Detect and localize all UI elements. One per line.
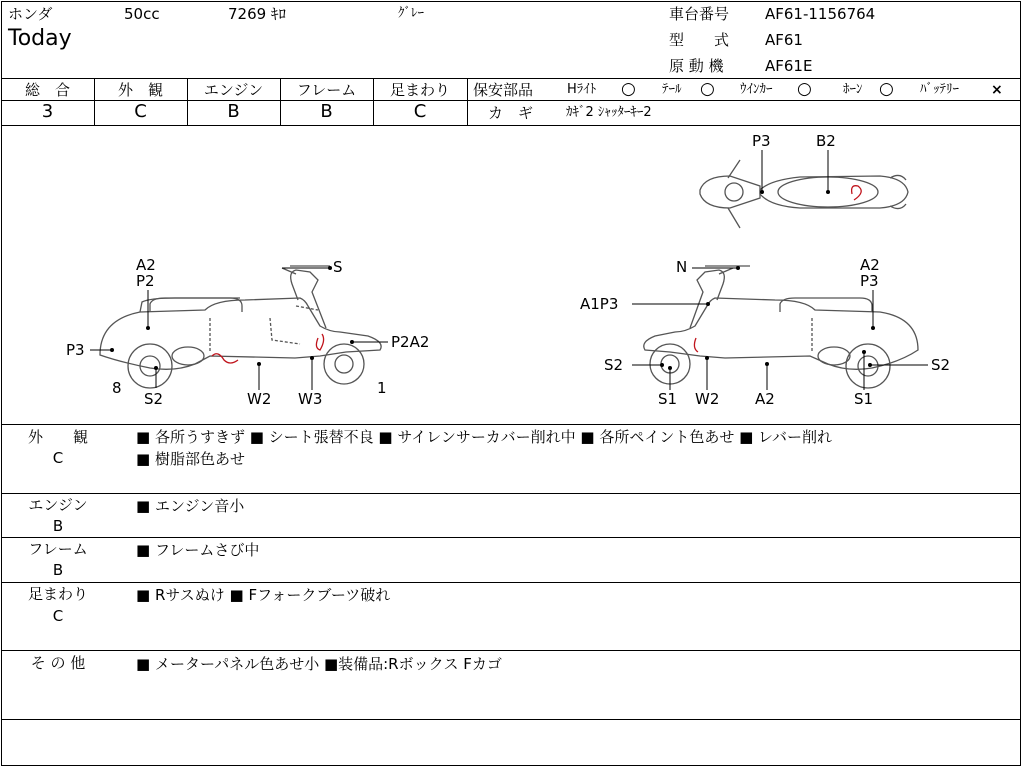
label-top-p3: P3 bbox=[752, 132, 771, 150]
damage-mark bbox=[694, 338, 698, 352]
section-grade: B bbox=[52, 561, 64, 579]
type-label: 型 式 bbox=[669, 31, 730, 49]
section-label: そ の 他 bbox=[30, 654, 86, 672]
rule bbox=[1, 78, 1021, 79]
damage-mark bbox=[212, 354, 238, 363]
section-note: ■ Rサスぬけ ■ Fフォークブーツ破れ bbox=[136, 586, 391, 604]
safety-mark-tail: ○ bbox=[700, 79, 715, 99]
grade-value-engine: B bbox=[227, 101, 240, 122]
damage-diagram bbox=[0, 126, 1022, 424]
label-left-a2: A2 bbox=[136, 256, 156, 274]
rule bbox=[1, 719, 1021, 720]
label-right-p3: P3 bbox=[860, 272, 879, 290]
grade-value-overall: 3 bbox=[41, 101, 54, 122]
label-right-s1-front: S1 bbox=[658, 390, 678, 408]
maker-name: ホンダ bbox=[8, 5, 53, 23]
rule bbox=[1, 537, 1021, 538]
section-label: フレーム bbox=[28, 540, 88, 558]
safety-item-horn: ﾎｰﾝ bbox=[843, 82, 863, 97]
grade-label-suspension: 足まわり bbox=[389, 81, 450, 99]
left-scooter-body bbox=[100, 298, 381, 369]
top-scooter-body bbox=[760, 176, 908, 208]
label-right-w2: W2 bbox=[695, 390, 720, 408]
label-right-n: N bbox=[676, 258, 688, 276]
left-rear-wheel bbox=[128, 344, 172, 388]
section-label: 足まわり bbox=[27, 585, 88, 603]
frame-no-label: 車台番号 bbox=[669, 5, 730, 23]
grade-label-exterior: 外 観 bbox=[117, 81, 163, 99]
label-left-w3: W3 bbox=[298, 390, 323, 408]
damage-mark bbox=[852, 186, 862, 200]
section-grade: C bbox=[52, 449, 64, 467]
section-label: エンジン bbox=[28, 496, 88, 514]
label-right-s2-rear: S2 bbox=[931, 356, 951, 374]
section-note: ■ エンジン音小 bbox=[136, 497, 245, 515]
grade-label-engine: エンジン bbox=[203, 81, 264, 99]
right-rear-wheel bbox=[846, 344, 890, 388]
safety-mark-battery: × bbox=[991, 82, 1003, 98]
label-left-p2a2: P2A2 bbox=[391, 333, 430, 351]
displacement: 50cc bbox=[124, 5, 160, 23]
section-note: ■ 各所うすきず ■ シート張替不良 ■ サイレンサーカバー削れ中 ■ 各所ペイント色あせ ■ レバー削れ bbox=[136, 428, 833, 446]
safety-item-headlight: Hﾗｲﾄ bbox=[567, 82, 597, 97]
rule bbox=[468, 100, 1021, 101]
frame-no: AF61-1156764 bbox=[765, 5, 876, 23]
safety-label: 保安部品 bbox=[473, 81, 534, 99]
label-left-s: S bbox=[333, 258, 343, 276]
key-value: ｶｷﾞ2 ｼｬｯﾀｰｷｰ2 bbox=[566, 105, 652, 120]
section-label: 外 観 bbox=[27, 428, 88, 446]
color: ｸﾞﾚｰ bbox=[398, 6, 424, 21]
label-left-1: 1 bbox=[377, 379, 387, 397]
section-grade: C bbox=[52, 607, 64, 625]
label-right-a2: A2 bbox=[860, 256, 880, 274]
safety-item-battery: ﾊﾞｯﾃﾘｰ bbox=[920, 82, 959, 97]
engine-value: AF61E bbox=[765, 57, 813, 75]
label-left-s2: S2 bbox=[144, 390, 164, 408]
safety-mark-horn: ○ bbox=[879, 79, 894, 99]
type-value: AF61 bbox=[765, 31, 803, 49]
label-right-s2-front: S2 bbox=[604, 356, 624, 374]
model-name: Today bbox=[8, 26, 72, 51]
section-grade: B bbox=[52, 517, 64, 535]
rule bbox=[1, 493, 1021, 494]
grade-value-exterior: C bbox=[134, 101, 147, 122]
label-right-a2-lower: A2 bbox=[755, 390, 775, 408]
safety-item-winker: ｳｲﾝｶｰ bbox=[740, 82, 773, 97]
right-scooter-body bbox=[644, 298, 918, 369]
label-left-8: 8 bbox=[112, 379, 122, 397]
label-right-s1-rear: S1 bbox=[854, 390, 874, 408]
grade-label-overall: 総 合 bbox=[24, 81, 70, 99]
rule bbox=[467, 78, 468, 125]
section-note: ■ フレームさび中 bbox=[136, 541, 260, 559]
grade-label-frame: フレーム bbox=[296, 81, 357, 99]
rule bbox=[1, 582, 1021, 583]
grade-value-suspension: C bbox=[413, 101, 427, 122]
label-left-p3: P3 bbox=[66, 341, 85, 359]
rule bbox=[1, 650, 1021, 651]
label-left-w2: W2 bbox=[247, 390, 272, 408]
damage-mark bbox=[316, 334, 323, 350]
label-top-b2: B2 bbox=[816, 132, 836, 150]
engine-label: 原 動 機 bbox=[669, 57, 724, 75]
label-left-p2: P2 bbox=[136, 272, 155, 290]
safety-mark-winker: ○ bbox=[797, 79, 812, 99]
section-note: ■ メーターパネル色あせ小 ■装備品:Rボックス Fカゴ bbox=[136, 655, 502, 673]
label-right-a1p3: A1P3 bbox=[580, 295, 619, 313]
key-label: カ ギ bbox=[488, 104, 534, 122]
safety-item-tail: ﾃｰﾙ bbox=[662, 82, 682, 97]
left-front-wheel bbox=[324, 344, 364, 384]
mileage: 7269 ｷﾛ bbox=[228, 5, 286, 23]
section-note: ■ 樹脂部色あせ bbox=[136, 450, 245, 468]
safety-mark-headlight: ○ bbox=[621, 79, 636, 99]
grade-value-frame: B bbox=[320, 101, 333, 122]
rule bbox=[1, 424, 1021, 425]
